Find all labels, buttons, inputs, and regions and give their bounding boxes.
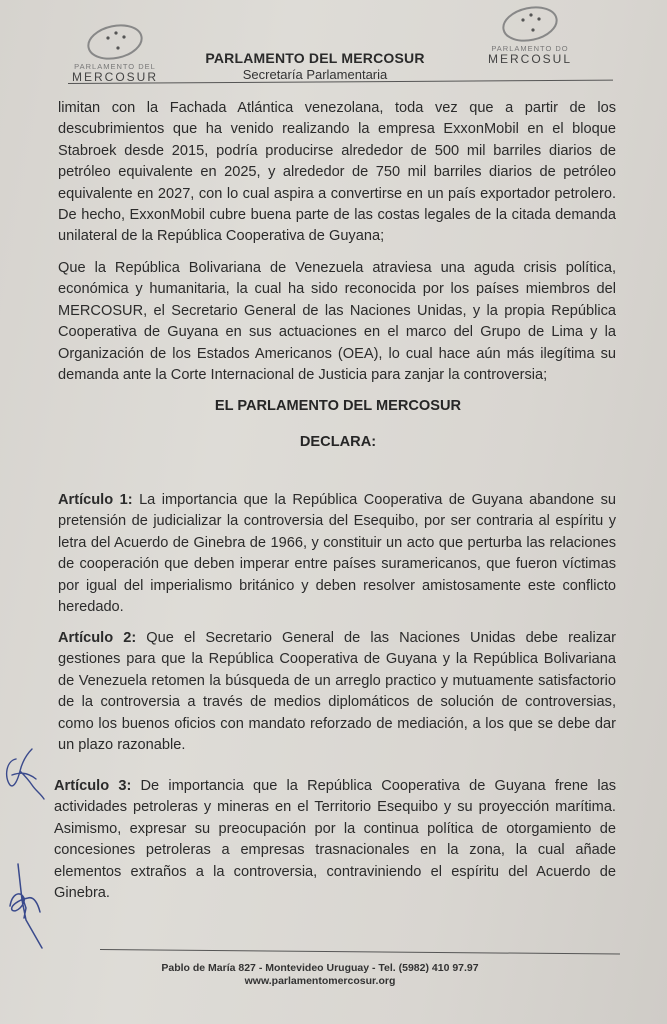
heading-declara: DECLARA: [299,434,377,450]
logo-right-small-text: PARLAMENTO DO [491,44,569,53]
article-2 [58,628,616,756]
logo-parlamento-do-mercosul [480,4,580,65]
article-1-label: Artículo 1: [58,492,133,508]
logo-left-big-text: MERCOSUR [71,70,158,84]
logo-left-small-text: PARLAMENTO DEL [74,62,156,71]
heading-parlamento: EL PARLAMENTO DEL MERCOSUR [214,398,462,414]
paragraph-fachada-atlantica [58,98,616,248]
header-subtitle: Secretaría Parlamentaria [242,67,388,82]
logo-parlamento-del-mercosur [70,22,160,83]
header-title-block [195,50,435,82]
paragraph-2-text: Que la República Bolivariana de Venezuela atraviesa una aguda crisis política, económica y humanitaria, la cual ha sido reconocida por los países miembros del MERCOSUR, el Secretario General de las Naciones Unidas, y la propia República Cooperativa de Guyana en sus actuaciones en el marco del Grupo de Lima y la Organización de los Estados Americanos (OEA), lo cual hace aún más ilegítima su demanda ante la Corte Internacional de Justicia para zanjar la controversia; [58,260,616,384]
paragraph-crisis-venezuela [58,258,616,386]
signature-1-icon [2,745,50,801]
footer-address: Pablo de María 827 - Montevideo Uruguay - Tel. (5982) 410 97.97 [161,962,479,974]
article-2-text: Que el Secretario General de las Naciones Unidas debe realizar gestiones para que la República Cooperativa de Guyana y la República Bolivariana de Venezuela retomen la búsqueda de un arreglo practico y mutuamente satisfactorio de la controversia a través de medios diplomáticos de solución de controversias, como los buenos oficios con mandato reforzado de mediación, a los que se debe dar un plazo razonable. [58,630,616,754]
article-3-label: Artículo 3: [54,778,132,794]
header-title: PARLAMENTO DEL MERCOSUR [205,50,425,66]
article-3-text: De importancia que la República Cooperativa de Guyana frene las actividades petroleras y mineras en el Territorio Esequibo y su proyección marítima. Asimismo, expresar su preocupación por la continua política de otorgamiento de concesiones petroleras a empresas trasnacionales en la zona, la cual añade elementos extraños a la controversia, contraviniendo el espíritu del Acuerdo de Ginebra. [54,778,616,902]
footer [130,962,510,988]
logo-right-big-text: MERCOSUL [487,52,572,66]
southern-cross-logo-icon [499,4,561,44]
article-1-text: La importancia que la República Cooperativa de Guyana abandone su pretensión de judicializar la controversia del Esequibo, por ser contraria al espíritu y letra del Acuerdo de Ginebra de 1966, y constituir un acto que perturba las relaciones de cooperación que deben imperar entre países suramericanos, que fueron víctimas por igual del imperialismo británico y deben resolver amistosamente este conflicto heredado. [58,492,616,616]
article-3 [54,776,616,904]
southern-cross-logo-icon [84,22,146,62]
footer-divider [100,949,620,955]
article-2-label: Artículo 2: [58,630,137,646]
article-1 [58,490,616,618]
paragraph-1-text: limitan con la Fachada Atlántica venezolana, toda vez que a partir de los descubrimientos que ha venido realizando la empresa ExxonMobil en el bloque Stabroek desde 2015, podría producirse alrededor de 500 mil barriles diarios de petróleo equivalente en 2025, y alrededor de 750 mil barriles diarios de petróleo equivalente en 2027, con lo cual aspira a convertirse en un país exportador petrolero. De hecho, ExxonMobil cubre buena parte de las costas legales de la citada demanda unilateral de la República Cooperativa de Guyana; [58,100,616,245]
signature-2-icon [4,860,52,950]
footer-website[interactable]: www.parlamentomercosur.org [244,975,396,987]
